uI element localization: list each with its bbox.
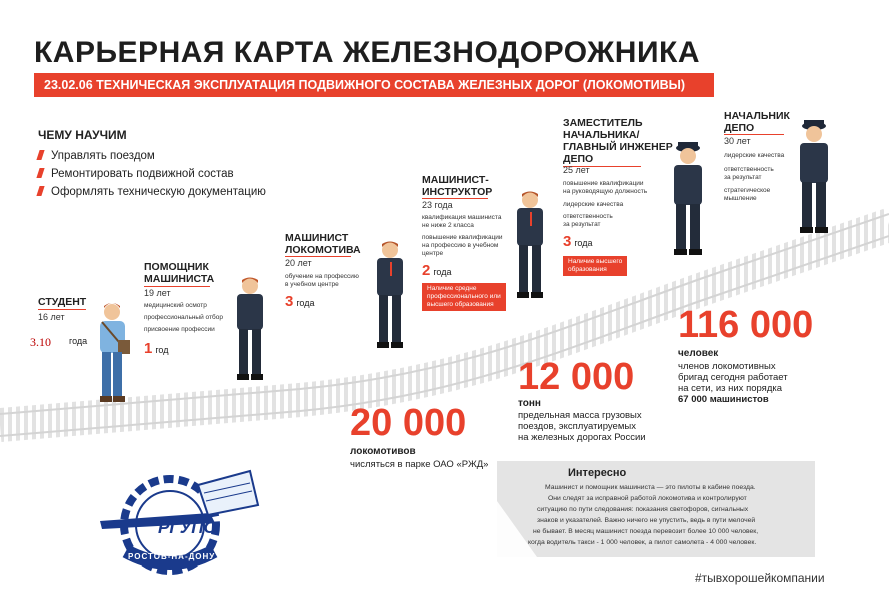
stage-head-title: НАЧАЛЬНИК ДЕПО: [724, 110, 790, 134]
learn-item: [38, 150, 155, 162]
interesting-line: Машинист и помощник машиниста — это пилоты в кабине поезда.: [545, 484, 756, 491]
assistant-figure: [228, 274, 274, 386]
stat-tons-desc: предельная масса грузовых поездов, эксплуатируемых на железных дорогах России: [518, 410, 646, 443]
stage-note: за результат: [724, 174, 762, 181]
learn-heading: ЧЕМУ НАУЧИМ: [38, 128, 127, 142]
stage-note: медицинский осмотр: [144, 302, 207, 309]
interesting-heading: Интересно: [568, 467, 627, 479]
stage-student-unit: года: [69, 336, 88, 346]
logo-wordmark: РГУПС: [158, 518, 216, 537]
interesting-line: Они следят за исправной работой локомотива и контролируют: [548, 495, 747, 502]
stage-driver-duration: 3 года: [285, 293, 315, 310]
stage-note: за результат: [563, 221, 601, 228]
stage-note: обучение на профессию: [285, 273, 359, 280]
hashtag: #тывхорошейкомпании: [695, 571, 825, 585]
instructor-figure: [508, 188, 554, 304]
stage-assistant-age: 19 лет: [144, 288, 171, 298]
slash-bullet-icon: [36, 168, 44, 178]
requirement-badge: Наличие средне профессионального или высшего образования: [422, 283, 506, 311]
stage-note: повышение квалификации: [563, 180, 644, 187]
stage-driver-title: МАШИНИСТ ЛОКОМОТИВА: [285, 232, 361, 256]
logo-city: РОСТОВ-НА-ДОНУ: [128, 552, 216, 561]
stage-note: на профессию в учебном: [422, 242, 499, 249]
stage-note: в учебном центре: [285, 281, 339, 288]
divider: [38, 309, 86, 310]
stage-instructor-age: 23 года: [422, 200, 453, 210]
learn-item: [38, 168, 234, 180]
learn-item-text: Оформлять техническую документацию: [51, 186, 266, 198]
stat-tons-number: 12 000: [518, 356, 635, 398]
learn-item: [38, 186, 266, 198]
stage-note: профессиональный отбор: [144, 314, 223, 321]
stat-locomotives-desc: числяться в парке ОАО «РЖД»: [350, 459, 489, 470]
interesting-line: знаков и указателей. Важно ничего не упустить, ведь в пути мелочей: [537, 517, 756, 524]
stage-deputy-title: ЗАМЕСТИТЕЛЬ НАЧАЛЬНИКА/ ГЛАВНЫЙ ИНЖЕНЕР ДЕПО: [563, 117, 673, 165]
stage-note: мышление: [724, 195, 757, 202]
stage-assistant-title: ПОМОЩНИК МАШИНИСТА: [144, 261, 215, 285]
stage-instructor-duration: 2 года: [422, 262, 452, 279]
slash-bullet-icon: [36, 150, 44, 160]
deputy-figure: [664, 140, 714, 262]
stage-note: присвоение профессии: [144, 326, 215, 333]
stage-instructor-title: МАШИНИСТ- ИНСТРУКТОР: [422, 174, 493, 198]
head-figure: [790, 118, 840, 240]
stage-deputy-age: 25 лет: [563, 165, 590, 175]
divider: [144, 286, 210, 287]
stage-note: не ниже 2 класса: [422, 222, 474, 229]
stage-note: стратегическое: [724, 187, 771, 194]
stage-assistant-duration: 1 год: [144, 340, 169, 357]
stage-student-duration: 3.10: [30, 335, 51, 349]
divider: [285, 256, 351, 257]
interesting-line: ситуацию по пути следования: показания светофоров, сигнальных: [537, 506, 749, 513]
stage-student-age: 16 лет: [38, 312, 65, 322]
requirement-badge: Наличие высшего образования: [563, 256, 627, 276]
interesting-line: когда водитель такси - 1 000 человек, а пилот самолета - 4 000 человек.: [528, 539, 757, 546]
stat-people-label: человек: [678, 348, 719, 359]
divider: [422, 198, 488, 199]
stat-people-desc: членов локомотивных бригад сегодня работает на сети, из них порядка 67 000 машинистов: [678, 361, 788, 405]
stage-student-title: СТУДЕНТ: [38, 296, 87, 308]
stage-head-age: 30 лет: [724, 136, 751, 146]
stage-deputy-duration: 3 года: [563, 233, 593, 250]
stat-locomotives-number: 20 000: [350, 402, 467, 444]
slash-bullet-icon: [36, 186, 44, 196]
stat-locomotives-label: локомотивов: [350, 446, 416, 457]
stage-note: повышение квалификации: [422, 234, 503, 241]
learn-item-text: Управлять поездом: [51, 150, 155, 162]
interesting-line: не бывает. В месяц машинист поезда перевозит более 10 000 человек,: [533, 528, 759, 535]
program-title-banner: 23.02.06 ТЕХНИЧЕСКАЯ ЭКСПЛУАТАЦИЯ ПОДВИЖНОГО СОСТАВА ЖЕЛЕЗНЫХ ДОРОГ (ЛОКОМОТИВЫ): [34, 73, 714, 97]
stage-driver-age: 20 лет: [285, 258, 312, 268]
driver-figure: [368, 238, 414, 354]
stage-note: ответственность: [563, 213, 613, 220]
stage-note: на руководящую должность: [563, 188, 648, 195]
stage-note: лидерские качества: [563, 201, 624, 208]
stage-note: ответственность: [724, 166, 774, 173]
learn-item-text: Ремонтировать подвижной состав: [51, 168, 234, 180]
stat-tons-label: тонн: [518, 398, 541, 409]
stage-note: центре: [422, 250, 444, 257]
divider: [724, 134, 784, 135]
stage-note: квалификация машиниста: [422, 214, 502, 221]
stage-note: лидерские качества: [724, 152, 785, 159]
stat-people-number: 116 000: [678, 304, 814, 346]
page-title: КАРЬЕРНАЯ КАРТА ЖЕЛЕЗНОДОРОЖНИКА: [34, 36, 700, 69]
student-figure: [90, 300, 140, 415]
